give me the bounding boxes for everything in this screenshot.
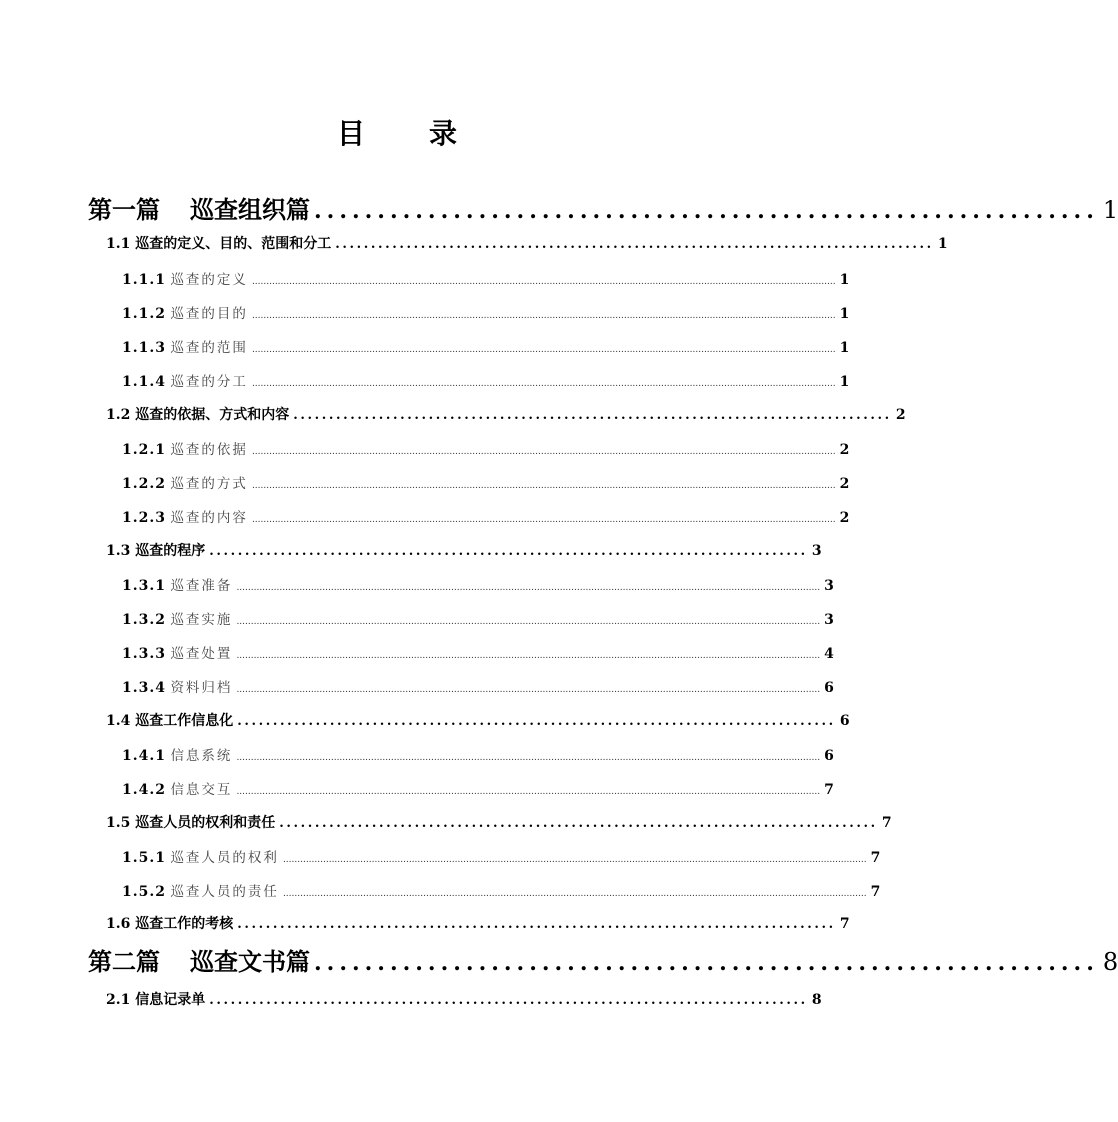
- toc-entry-title: 信息交互: [170, 782, 233, 798]
- toc-entry-number: 1.5.2: [122, 884, 166, 900]
- toc-entry-number: 1.1.1: [122, 272, 166, 288]
- toc-entry-number: 1.1.2: [122, 306, 166, 322]
- toc-leader-dots: ............................................................................................................................................................................................................: [236, 685, 821, 695]
- toc-entry-number: 1.3.3: [122, 646, 166, 662]
- toc-entry-page: 1: [839, 306, 850, 322]
- toc-entry-number: 第二篇: [88, 947, 160, 976]
- toc-entry-title: 巡查准备: [170, 578, 233, 594]
- toc-entry-subsection[interactable]: [122, 778, 834, 798]
- toc-leader-dots: ............................................................................................................................................................................................................: [251, 277, 836, 287]
- toc-entry-page: 1: [839, 374, 850, 390]
- toc-entry-section[interactable]: [106, 540, 822, 560]
- toc-entry-number: 1.6: [106, 916, 131, 932]
- title-char-right: 录: [429, 117, 458, 150]
- toc-entry-page: 2: [895, 407, 906, 423]
- toc-entry-number: 1.2.1: [122, 442, 166, 458]
- toc-leader-dots: ............................................................................................................................................................................................................: [236, 583, 821, 593]
- toc-leader-dots: ....................................................................................: [335, 237, 934, 252]
- toc-entry-title: 巡查的程序: [135, 543, 206, 559]
- toc-entry-part[interactable]: [88, 190, 1118, 225]
- toc-entry-page: 1: [839, 340, 850, 356]
- toc-entry-page: 3: [811, 543, 822, 559]
- toc-entry-page: 7: [839, 916, 850, 932]
- toc-entry-number: 2.1: [106, 992, 131, 1008]
- toc-entry-number: 1.5.1: [122, 850, 166, 866]
- toc-entry-number: 1.2: [106, 407, 131, 423]
- toc-entry-number: 1.4.1: [122, 748, 166, 764]
- toc-entry-number: 1.4.2: [122, 782, 166, 798]
- toc-entry-page: 6: [824, 748, 834, 764]
- toc-entry-page: 8: [1102, 948, 1118, 976]
- toc-entry-title: 信息系统: [170, 748, 233, 764]
- toc-entry-subsection[interactable]: [122, 506, 850, 526]
- toc-entry-page: 1: [1102, 196, 1118, 224]
- toc-entry-title: 巡查文书篇: [190, 947, 310, 976]
- toc-entry-part[interactable]: [88, 942, 1118, 977]
- toc-entry-title: 巡查组织篇: [190, 195, 310, 224]
- toc-entry-title: 巡查的范围: [170, 340, 248, 356]
- toc-entry-title: 巡查工作信息化: [135, 713, 234, 729]
- title-char-left: 目: [336, 117, 365, 150]
- toc-leader-dots: ............................................................................................................................................................................................................: [282, 889, 867, 899]
- toc-entry-subsection[interactable]: [122, 676, 834, 696]
- toc-entry-title: 巡查的定义、目的、范围和分工: [135, 236, 332, 252]
- toc-leader-dots: ............................................................................................................................................................................................................: [251, 311, 836, 321]
- toc-entry-section[interactable]: [106, 404, 906, 424]
- toc-leader-dots: ..............................................................: [314, 950, 1099, 976]
- toc-entry-number: 1.3.1: [122, 578, 166, 594]
- toc-entry-title: 巡查的分工: [170, 374, 248, 390]
- toc-entry-number: 1.5: [106, 815, 131, 831]
- toc-entry-number: 1.1.4: [122, 374, 166, 390]
- toc-entry-title: 巡查的方式: [170, 476, 248, 492]
- toc-entry-page: 1: [937, 236, 948, 252]
- toc-entry-title: 巡查人员的权利和责任: [135, 815, 276, 831]
- toc-leader-dots: ............................................................................................................................................................................................................: [236, 617, 821, 627]
- toc-entry-subsection[interactable]: [122, 336, 850, 356]
- toc-entry-number: 1.3.4: [122, 680, 166, 696]
- toc-entry-title: 巡查实施: [170, 612, 233, 628]
- toc-entry-section[interactable]: [106, 913, 850, 933]
- toc-leader-dots: ....................................................................................: [209, 993, 808, 1008]
- toc-entry-page: 6: [824, 680, 834, 696]
- toc-entry-page: 7: [870, 850, 881, 866]
- toc-entry-page: 3: [824, 578, 834, 594]
- toc-leader-dots: ..............................................................: [314, 198, 1099, 224]
- toc-entry-subsection[interactable]: [122, 302, 850, 322]
- toc-entry-subsection[interactable]: [122, 438, 850, 458]
- toc-entry-number: 1.1.3: [122, 340, 166, 356]
- toc-leader-dots: ....................................................................................: [293, 408, 892, 423]
- toc-entry-subsection[interactable]: [122, 642, 834, 662]
- toc-entry-section[interactable]: [106, 710, 850, 730]
- toc-entry-page: 7: [824, 782, 834, 798]
- toc-entry-page: 4: [824, 646, 834, 662]
- toc-entry-title: 资料归档: [170, 680, 233, 696]
- toc-leader-dots: ....................................................................................: [279, 816, 878, 831]
- toc-leader-dots: ............................................................................................................................................................................................................: [236, 753, 821, 763]
- toc-entry-subsection[interactable]: [122, 472, 850, 492]
- toc-entry-subsection[interactable]: [122, 846, 881, 866]
- toc-entry-subsection[interactable]: [122, 880, 881, 900]
- toc-entry-title: 巡查的目的: [170, 306, 248, 322]
- toc-entry-page: 2: [839, 442, 850, 458]
- toc-leader-dots: ............................................................................................................................................................................................................: [282, 855, 867, 865]
- toc-entry-subsection[interactable]: [122, 370, 850, 390]
- toc-entry-page: 7: [870, 884, 881, 900]
- toc-entry-page: 6: [839, 713, 850, 729]
- toc-entry-number: 1.3: [106, 543, 131, 559]
- toc-entry-subsection[interactable]: [122, 608, 834, 628]
- toc-entry-title: 巡查的内容: [170, 510, 248, 526]
- toc-leader-dots: ............................................................................................................................................................................................................: [236, 651, 821, 661]
- toc-leader-dots: ............................................................................................................................................................................................................: [251, 515, 836, 525]
- toc-entry-page: 1: [839, 272, 850, 288]
- toc-entry-title: 巡查的依据: [170, 442, 248, 458]
- toc-entry-section[interactable]: [106, 989, 822, 1009]
- toc-leader-dots: ............................................................................................................................................................................................................: [251, 379, 836, 389]
- toc-entry-page: 2: [839, 510, 850, 526]
- toc-entry-title: 巡查的依据、方式和内容: [135, 407, 290, 423]
- toc-leader-dots: ............................................................................................................................................................................................................: [251, 345, 836, 355]
- toc-leader-dots: ............................................................................................................................................................................................................: [251, 481, 836, 491]
- toc-entry-page: 3: [824, 612, 834, 628]
- toc-leader-dots: ............................................................................................................................................................................................................: [251, 447, 836, 457]
- toc-entry-subsection[interactable]: [122, 574, 834, 594]
- toc-entry-number: 1.2.2: [122, 476, 166, 492]
- toc-entry-section[interactable]: [106, 233, 948, 253]
- toc-entry-subsection[interactable]: [122, 268, 850, 288]
- toc-leader-dots: ....................................................................................: [209, 544, 808, 559]
- toc-entry-number: 1.3.2: [122, 612, 166, 628]
- toc-leader-dots: ............................................................................................................................................................................................................: [236, 787, 821, 797]
- toc-entry-number: 第一篇: [88, 195, 160, 224]
- toc-entry-number: 1.1: [106, 236, 131, 252]
- toc-entry-number: 1.2.3: [122, 510, 166, 526]
- toc-entry-page: 2: [839, 476, 850, 492]
- toc-entry-page: 8: [811, 992, 822, 1008]
- toc-entry-title: 巡查人员的权利: [170, 850, 279, 866]
- toc-entry-title: 巡查人员的责任: [170, 884, 279, 900]
- page-title: [0, 112, 794, 152]
- toc-leader-dots: ....................................................................................: [237, 917, 836, 932]
- toc-entry-title: 信息记录单: [135, 992, 206, 1008]
- toc-entry-number: 1.4: [106, 713, 131, 729]
- toc-entry-title: 巡查的定义: [170, 272, 248, 288]
- toc-leader-dots: ....................................................................................: [237, 714, 836, 729]
- toc-entry-title: 巡查工作的考核: [135, 916, 234, 932]
- toc-entry-page: 7: [881, 815, 892, 831]
- toc-entry-section[interactable]: [106, 812, 892, 832]
- toc-entry-title: 巡查处置: [170, 646, 233, 662]
- toc-entry-subsection[interactable]: [122, 744, 834, 764]
